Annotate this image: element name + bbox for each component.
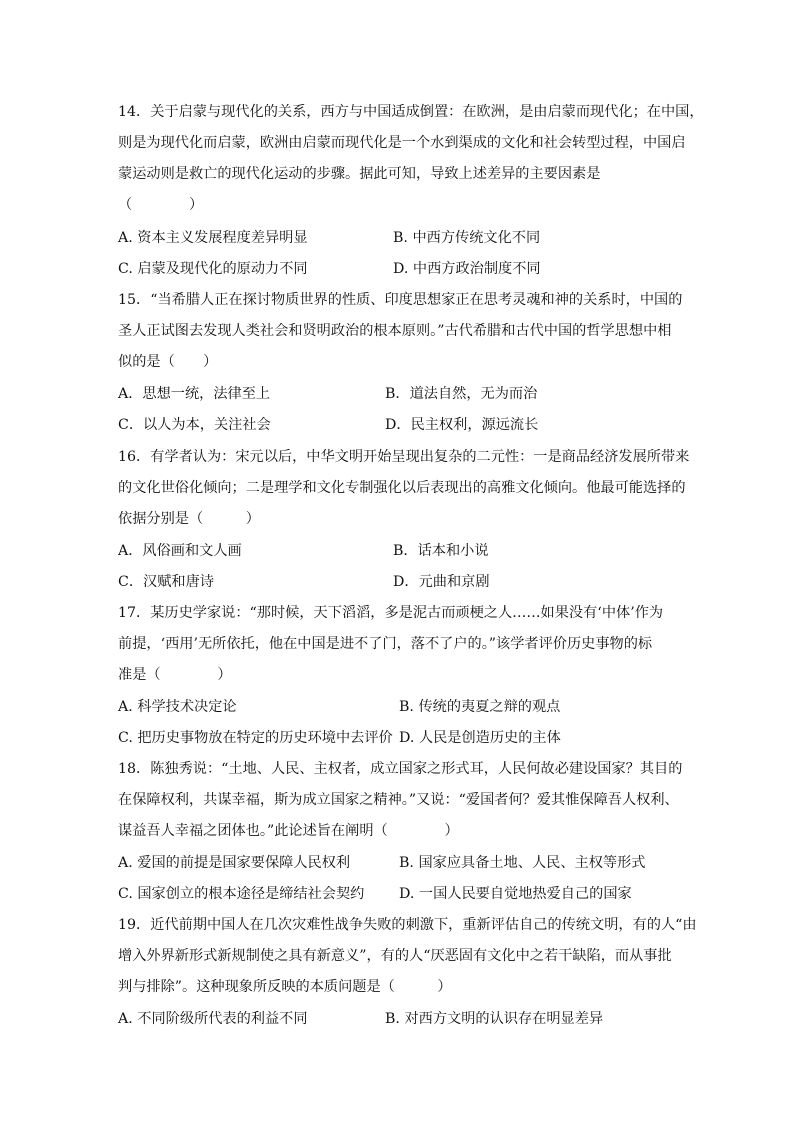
question-stem-line: 在保障权利，共谋幸福，斯为成立国家之精神。”又说：“爱国者何？爱其惟保障吾人权利、 bbox=[118, 792, 679, 808]
option-d: D. 人民是创造历史的主体 bbox=[399, 730, 561, 746]
option-a: A．风俗画和文人画 bbox=[118, 543, 242, 559]
option-b: B. 国家应具备土地、人民、主权等形式 bbox=[399, 855, 646, 871]
question-stem-line: 15．“当希腊人正在探讨物质世界的性质、印度思想家正在思考灵魂和神的关系时，中国的 bbox=[118, 292, 683, 308]
question-stem-line: 似的是（ ） bbox=[118, 354, 218, 370]
question-stem-line: 增入外界新形式新规制使之具有新意义”，有的人“厌恶固有文化中之若干缺陷，而从事批 bbox=[118, 948, 672, 964]
option-d: D．元曲和京剧 bbox=[393, 574, 490, 590]
question-stem-line: 19．近代前期中国人在几次灾难性战争失败的刺激下，重新评估自己的传统文明，有的人“由 bbox=[118, 917, 697, 933]
question-stem-line: 圣人正试图去发现人类社会和贤明政治的根本原则。”古代希腊和古代中国的哲学思想中相 bbox=[118, 323, 672, 339]
question-stem-line: 准是（ ） bbox=[118, 667, 232, 683]
option-a: A. 爱国的前提是国家要保障人民权利 bbox=[118, 855, 351, 871]
question-stem-line: 谋益吾人幸福之团体也。”此论述旨在阐明（ ） bbox=[118, 823, 459, 839]
question-stem-line: 16．有学者认为：宋元以后，中华文明开始呈现出复杂的二元性：一是商品经济发展所带来 bbox=[118, 449, 690, 465]
question-stem-line: 判与排除”。这种现象所反映的本质问题是（ ） bbox=[118, 979, 452, 995]
option-b: B．话本和小说 bbox=[393, 543, 489, 559]
option-b: B. 对西方文明的认识存在明显差异 bbox=[385, 1011, 604, 1027]
option-d: D．民主权利，源远流长 bbox=[385, 417, 539, 433]
option-a: A. 不同阶级所代表的利益不同 bbox=[118, 1011, 308, 1027]
option-c: C. 国家创立的根本途径是缔结社会契约 bbox=[118, 886, 365, 902]
question-stem-line: 依据分别是（ ） bbox=[118, 511, 260, 527]
question-stem-line: 前提，‘西用’无所依托，他在中国是进不了门，落不了户的。”该学者评价历史事物的标 bbox=[118, 636, 653, 652]
option-b: B. 传统的夷夏之辩的观点 bbox=[399, 699, 561, 715]
question-stem-line: 18．陈独秀说：“土地、人民、主权者，成立国家之形式耳，人民何故必建设国家？其目的 bbox=[118, 761, 683, 777]
option-c: C．以人为本，关注社会 bbox=[118, 417, 271, 433]
option-b: B．道法自然，无为而治 bbox=[385, 386, 538, 402]
question-stem-line: 17．某历史学家说：“那时候，天下滔滔，多是泥古而顽梗之人……如果没有‘中体’作为 bbox=[118, 605, 664, 621]
question-stem-line: 蒙运动则是救亡的现代化运动的步骤。据此可知，导致上述差异的主要因素是 bbox=[118, 166, 601, 182]
option-a: A. 资本主义发展程度差异明显 bbox=[118, 230, 308, 246]
option-b: B. 中西方传统文化不同 bbox=[393, 230, 541, 246]
option-c: C．汉赋和唐诗 bbox=[118, 574, 214, 590]
question-stem-line: 14．关于启蒙与现代化的关系，西方与中国适成倒置：在欧洲，是由启蒙而现代化；在中国， bbox=[118, 104, 704, 120]
answer-blank: （ ） bbox=[118, 197, 204, 213]
question-stem-line: 的文化世俗化倾向；二是理学和文化专制强化以后表现出的高雅文化倾向。他最可能选择的 bbox=[118, 480, 686, 496]
option-d: D. 一国人民要自觉地热爱自己的国家 bbox=[399, 886, 632, 902]
option-c: C. 把历史事物放在特定的历史环境中去评价 bbox=[118, 730, 393, 746]
question-stem-line: 则是为现代化而启蒙，欧洲由启蒙而现代化是一个水到渠成的文化和社会转型过程，中国启 bbox=[118, 135, 686, 151]
option-c: C. 启蒙及现代化的原动力不同 bbox=[118, 261, 308, 277]
option-a: A．思想一统，法律至上 bbox=[118, 386, 271, 402]
option-a: A. 科学技术决定论 bbox=[118, 699, 237, 715]
option-d: D. 中西方政治制度不同 bbox=[393, 261, 541, 277]
